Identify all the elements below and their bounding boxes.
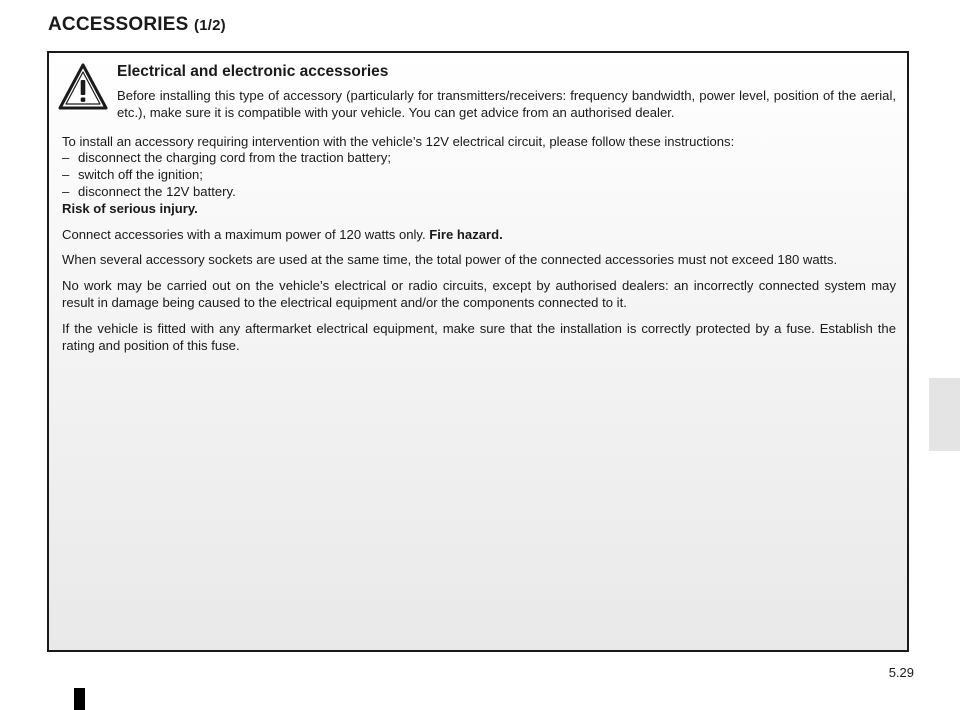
warning-box: [47, 51, 909, 652]
list-item: – disconnect the 12V battery.: [62, 184, 896, 201]
corner-mark: [74, 688, 85, 710]
dealer-work-paragraph: No work may be carried out on the vehicle’s electrical or radio circuits, except by authorised dealers: an incorrectly connected system may result in damage being caused to the electrical equipment and/or the components connected to it.: [62, 278, 896, 310]
page-number: 5.29: [888, 665, 914, 680]
fire-hazard-warning: Fire hazard.: [429, 226, 503, 242]
instructions-list: [62, 150, 896, 200]
list-item: – switch off the ignition;: [62, 167, 896, 184]
warning-intro: Before installing this type of accessory (particularly for transmitters/receivers: frequency bandwidth, power level, position of the aerial, etc.), make sure it is compatible with your vehicle. You can get advice from an authorised dealer.: [117, 88, 896, 120]
page-title: [48, 14, 226, 36]
list-item: – disconnect the charging cord from the traction battery;: [62, 150, 896, 167]
sockets-paragraph: When several accessory sockets are used at the same time, the total power of the connected accessories must not exceed 180 watts.: [62, 252, 838, 268]
warning-heading: Electrical and electronic accessories: [117, 63, 389, 80]
section-side-tab: [929, 378, 960, 451]
warning-content: [62, 62, 896, 363]
fuse-paragraph: If the vehicle is fitted with any aftermarket electrical equipment, make sure that the installation is correctly protected by a fuse. Establish the rating and position of this fuse.: [62, 320, 896, 353]
power-paragraph: [62, 227, 896, 244]
page-title-text: ACCESSORIES: [48, 14, 189, 35]
instructions-intro: To install an accessory requiring intervention with the vehicle’s 12V electrical circuit, please follow these instructions:: [62, 133, 735, 149]
power-text: Connect accessories with a maximum power of 120 watts only.: [62, 226, 426, 242]
instructions-block: [62, 134, 896, 218]
page-title-suffix: (1/2): [194, 17, 226, 34]
risk-warning: Risk of serious injury.: [62, 200, 198, 216]
